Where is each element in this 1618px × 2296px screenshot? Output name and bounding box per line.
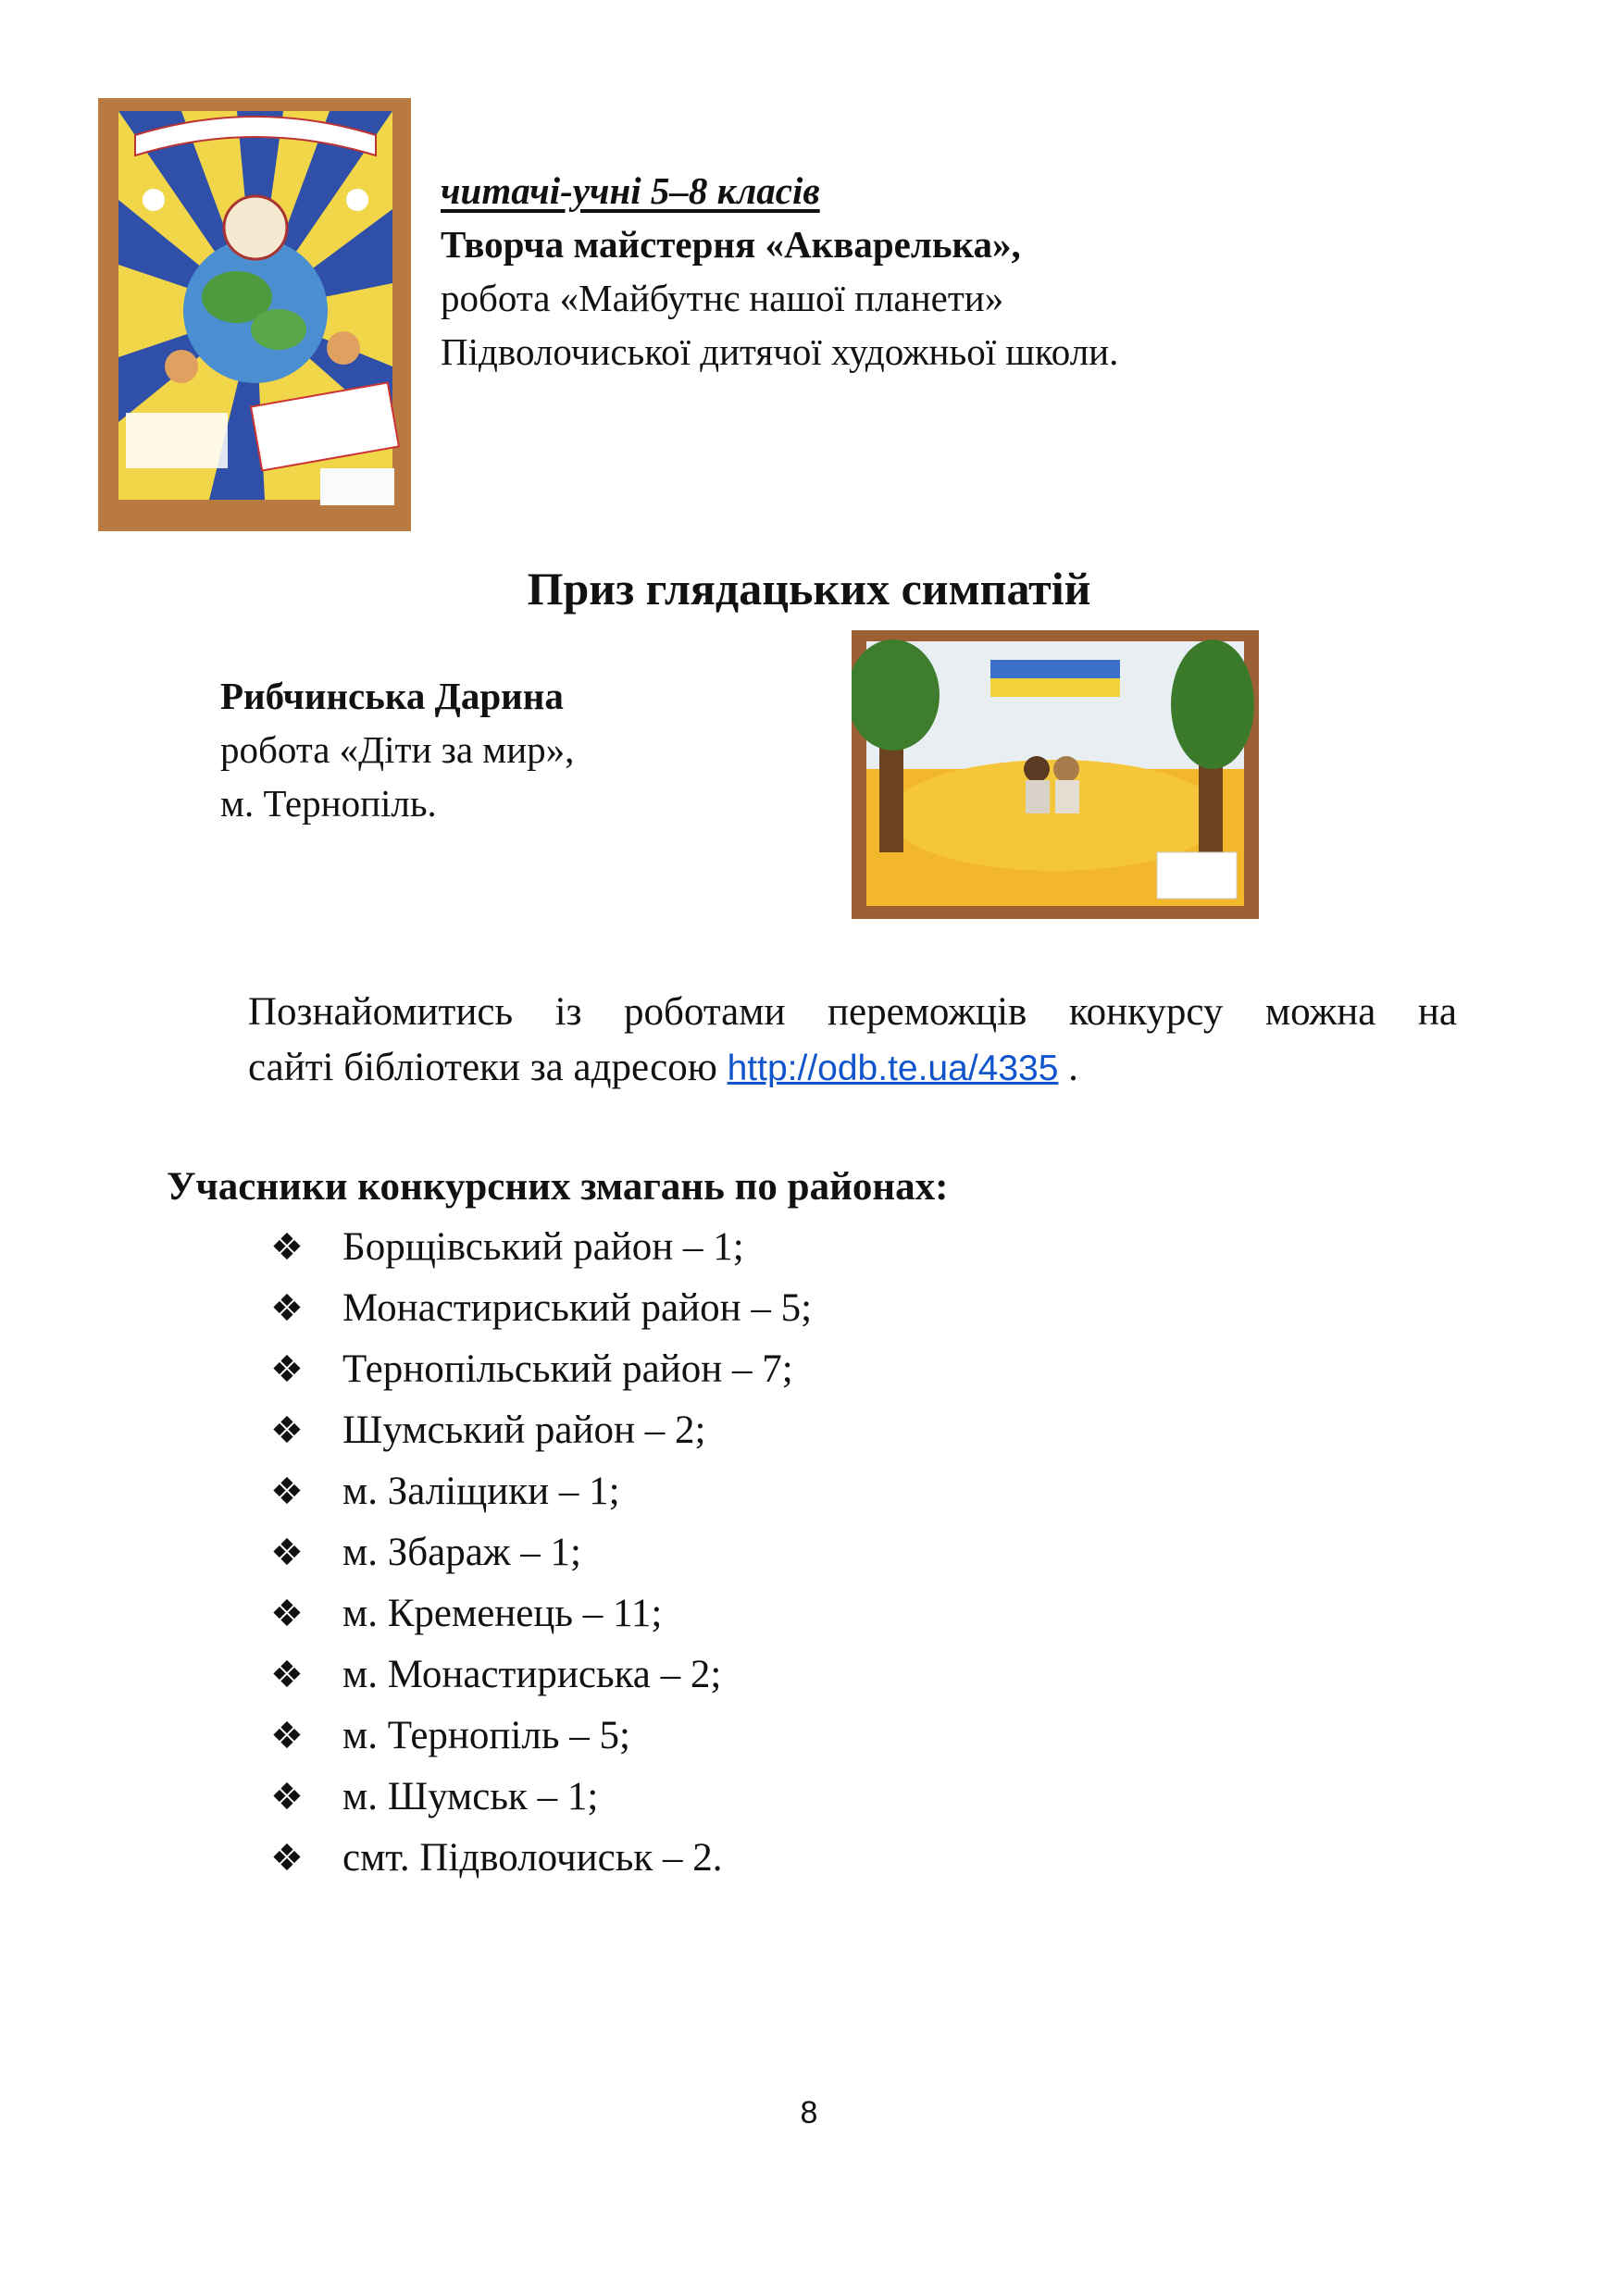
list-item (270, 1522, 812, 1583)
diamond-bullet-icon: ❖ (270, 1471, 304, 1513)
diamond-bullet-icon: ❖ (270, 1532, 304, 1574)
info-line2-prefix: сайті бібліотеки за адресою (248, 1046, 717, 1089)
list-item (270, 1278, 812, 1339)
artwork-photo-future-planet (98, 98, 411, 531)
list-item-text: смт. Підволочиськ – 2. (342, 1836, 723, 1880)
list-item (270, 1767, 812, 1828)
info-line1: Познайомитись із роботами переможців конкурсу можна на (248, 990, 1457, 1034)
diamond-bullet-icon: ❖ (270, 1226, 304, 1269)
entry1-school: Підволочиської дитячої художньої школи. (441, 330, 1119, 373)
diamond-bullet-icon: ❖ (270, 1593, 304, 1635)
prize-winner-work: робота «Діти за мир», (220, 728, 575, 771)
artwork-photo-children-for-peace (852, 630, 1259, 919)
entry1-category: читачі-учні 5–8 класів (441, 169, 820, 212)
list-item-text: м. Кременець – 11; (342, 1592, 663, 1635)
list-item (270, 1217, 812, 1278)
diamond-bullet-icon: ❖ (270, 1348, 304, 1391)
participants-list (270, 1217, 812, 1889)
diamond-bullet-icon: ❖ (270, 1715, 304, 1757)
entry1-work: робота «Майбутнє нашої планети» (441, 277, 1004, 319)
list-item-text: м. Монастириська – 2; (342, 1653, 722, 1696)
list-item-text: Борщівський район – 1; (342, 1225, 744, 1269)
list-item-text: м. Шумськ – 1; (342, 1775, 599, 1818)
info-line2-suffix: . (1068, 1046, 1078, 1089)
list-item (270, 1706, 812, 1767)
list-item-text: м. Заліщики – 1; (342, 1470, 620, 1513)
list-item-text: м. Збараж – 1; (342, 1531, 581, 1574)
list-item-text: м. Тернопіль – 5; (342, 1714, 630, 1757)
participants-title: Учасники конкурсних змагань по районах: (167, 1165, 949, 1209)
prize-winner-name: Рибчинська Дарина (220, 675, 564, 717)
list-item (270, 1400, 812, 1461)
entry1-studio: Творча майстерня «Акварелька», (441, 223, 1021, 266)
list-item-text: Тернопільський район – 7; (342, 1347, 793, 1391)
info-paragraph (248, 985, 1457, 1097)
prize-winner-city: м. Тернопіль. (220, 782, 437, 825)
prize-heading: Приз глядацьких симпатій (527, 563, 1091, 614)
diamond-bullet-icon: ❖ (270, 1776, 304, 1818)
diamond-bullet-icon: ❖ (270, 1654, 304, 1696)
list-item-text: Монастириський район – 5; (342, 1286, 813, 1330)
list-item (270, 1339, 812, 1400)
list-item (270, 1461, 812, 1522)
page-number: 8 (800, 2095, 818, 2130)
diamond-bullet-icon: ❖ (270, 1287, 304, 1330)
library-website-link[interactable]: http://odb.te.ua/4335 (727, 1049, 1059, 1088)
list-item (270, 1644, 812, 1706)
entry1-text (441, 164, 1118, 379)
list-item-text: Шумський район – 2; (342, 1409, 706, 1452)
list-item (270, 1583, 812, 1644)
list-item (270, 1828, 812, 1889)
diamond-bullet-icon: ❖ (270, 1409, 304, 1452)
prize-winner-text (220, 669, 574, 830)
diamond-bullet-icon: ❖ (270, 1837, 304, 1880)
